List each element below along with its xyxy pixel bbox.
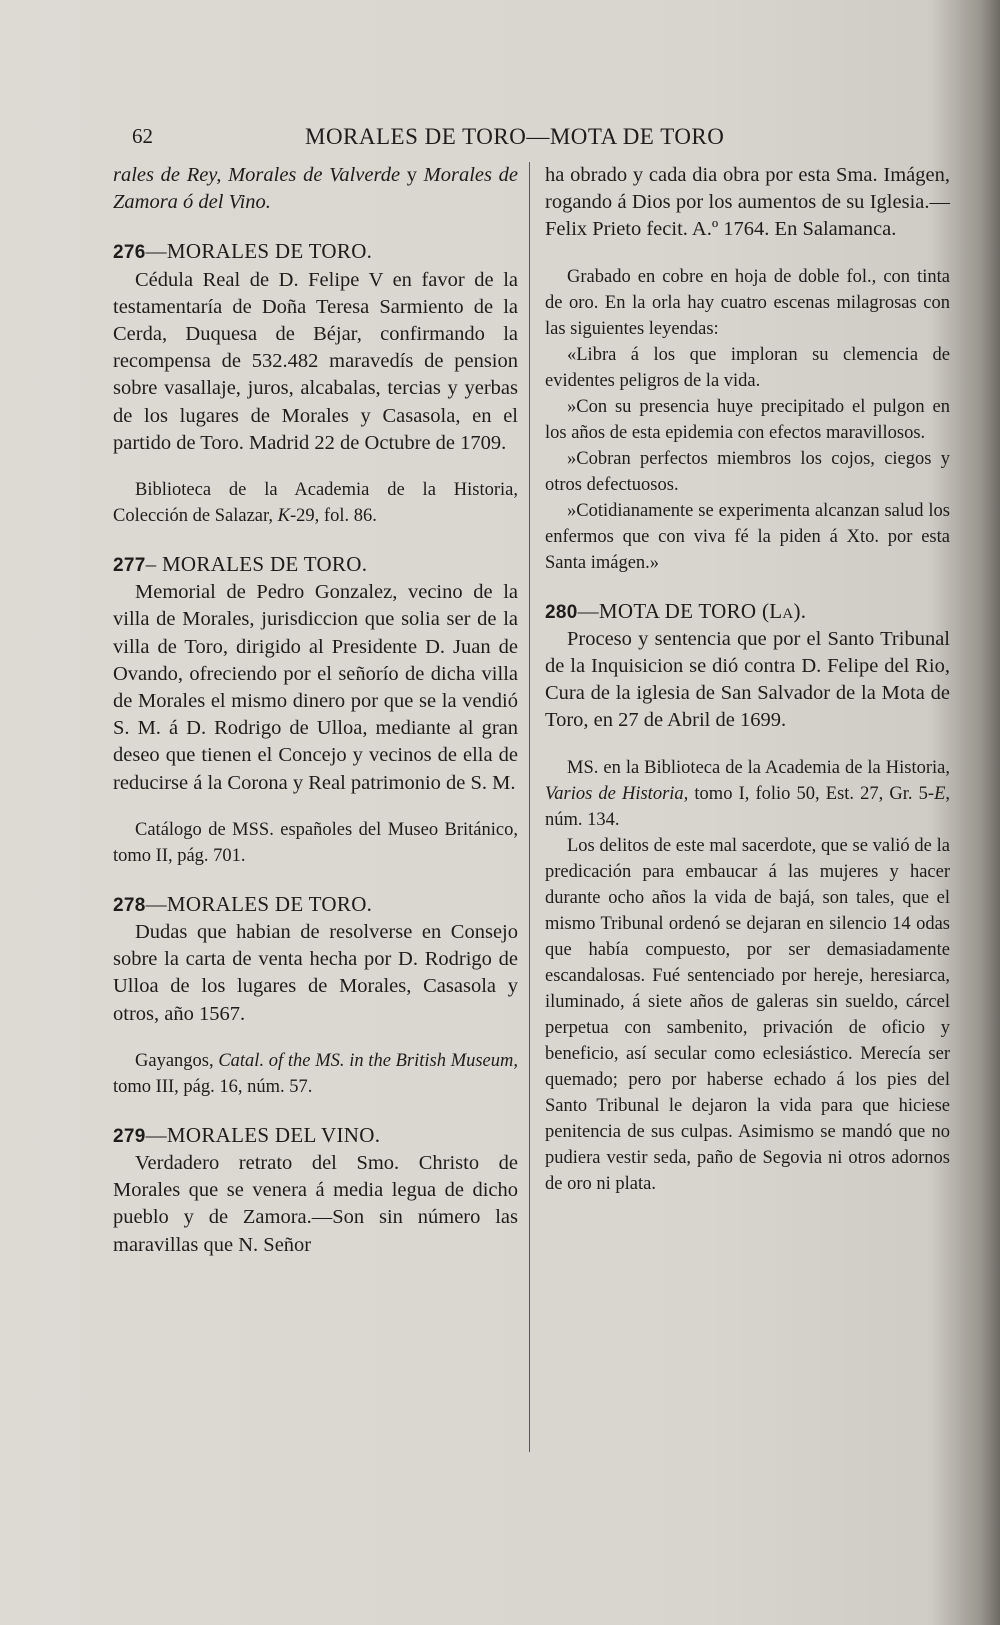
entry-276-body: Cédula Real de D. Felipe V en favor de la testamentaría de Doña Teresa Sarmiento de la Cerda, Duquesa de Béjar, confirmando la recompensa de 532.482 maravedís de pension sobre vasallaje, juros, alcabalas, tercias y yerbas de los lugares de Morales y Casasola, en el partido de Toro. Madrid 22 de Octubre de 1709. [113,268,518,454]
entry-280-commentary: Los delitos de este mal sacerdote, que se valió de la predicación para embaucar á las mujeres y hacer durante ocho años la vida de bajá, son tales, que el mismo Tribunal ordenó se dejaran en silencio 14 odas que había compuesto, por ser demasiadamente escandalosas. Fué sentenciado por hereje, heresiarca, iluminado, á siete años de galeras sin sueldo, cárcel perpetua con sambenito, privación de oficio y beneficio, así secular como eclesiástico. Merecía ser quemado; pero por haberse echado á los pies del Santo Tribunal le dejaron la vida para que hiciese penitencia de sus culpas. Asimismo se mandó que no pudiera vestir seda, paño de Segovia ni otros adornos de oro ni plata. [545,835,950,1194]
running-title: MORALES DE TORO—MOTA DE TORO [305,124,725,149]
page-number: 62 [132,124,153,148]
page-header [120,124,760,154]
entry-279-engraving-note: Grabado en cobre en hoja de doble fol., con tinta de oro. En la orla hay cuatro escenas milagrosas con las siguientes leyendas: [545,266,950,339]
right-column [545,162,950,1197]
entry-276-source: Biblioteca de la Academia de la Historia, Colección de Salazar, K-29, fol. 86. [113,480,518,527]
entry-278-title: 278—MORALES DE TORO. [113,891,373,916]
legend-2: »Con su presencia huye precipitado el pulgon en los años de esta epidemia con efectos maravillosos. [545,396,950,443]
left-column [113,162,518,1259]
entry-279-continued: ha obrado y cada dia obra por esta Sma. Imágen, rogando á Dios por los aumentos de su Iglesia.—Felix Prieto fecit. A.º 1764. En Salamanca. [545,164,950,241]
entry-279-body: Verdadero retrato del Smo. Christo de Morales que se venera á media legua de dicho pueblo y de Zamora.—Son sin número las maravillas que N. Señor [113,1152,518,1256]
column-divider [529,162,530,1452]
entry-280-body: Proceso y sentencia que por el Santo Tribunal de la Inquisicion se dió contra D. Felipe del Rio, Cura de la iglesia de San Salvador de la Mota de Toro, en 27 de Abril de 1699. [545,627,950,732]
continued-text: rales de Rey, Morales de Valverde y Morales de Zamora ó del Vino. [113,164,519,214]
entry-280-source: MS. en la Biblioteca de la Academia de la Historia, Varios de Historia, tomo I, folio 50, Est. 27, Gr. 5-E, núm. 134. [545,757,950,830]
entry-278-source: Gayangos, Catal. of the MS. in the British Museum, tomo III, pág. 16, núm. 57. [113,1050,519,1097]
entry-276-title: 276—MORALES DE TORO. [113,239,373,264]
legend-3: »Cobran perfectos miembros los cojos, ciegos y otros defectuosos. [545,448,950,495]
entry-279-title: 279—MORALES DEL VINO. [113,1122,381,1147]
entry-277-body: Memorial de Pedro Gonzalez, vecino de la villa de Morales, jurisdiccion que solia ser de la villa de Toro, dirigido al Presidente D. Juan de Ovando, ofreciendo por el señorío de dicha villa de Morales el mismo dinero por que se la vendió S. M. á D. Rodrigo de Ulloa, mediante al gran deseo que tienen el Concejo y vecinos de ella de reducirse á la Corona y Real patrimonio de S. M. [113,581,518,794]
legend-4: »Cotidianamente se experimenta alcanzan salud los enfermos que con viva fé la piden á Xto. por esta Santa imágen.» [545,500,950,573]
entry-277-title: 277– MORALES DE TORO. [113,552,368,577]
legend-1: «Libra á los que imploran su clemencia de evidentes peligros de la vida. [545,344,950,391]
entry-278-body: Dudas que habian de resolverse en Consejo sobre la carta de venta hecha por D. Rodrigo de Ulloa de los lugares de Morales, Casasola y otros, año 1567. [113,921,518,1025]
entry-280-title: 280—MOTA DE TORO (La). [545,598,807,623]
entry-277-source: Catálogo de MSS. españoles del Museo Británico, tomo II, pág. 701. [113,819,518,866]
